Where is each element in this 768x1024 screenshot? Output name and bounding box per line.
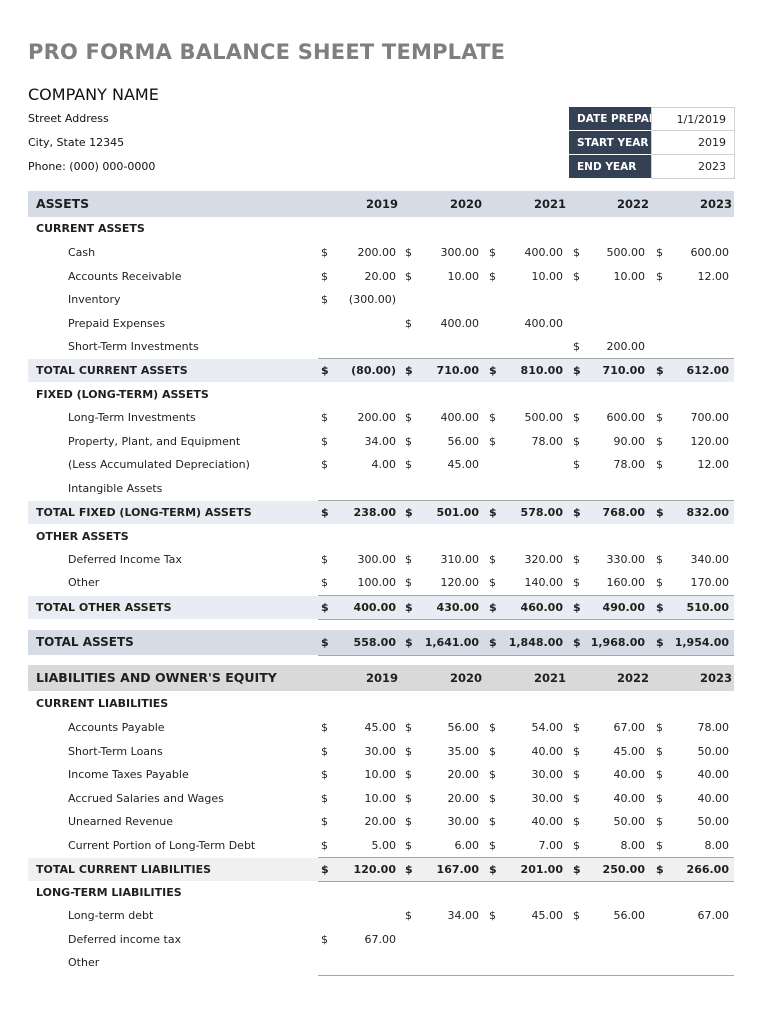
long-term-liability-row [28, 928, 734, 951]
currency-symbol: $ [573, 744, 580, 758]
currency-symbol: $ [573, 506, 581, 519]
long-term-liabilities-heading [28, 881, 734, 904]
current-liability-row [28, 763, 734, 786]
currency-symbol: $ [489, 791, 496, 805]
currency-symbol: $ [321, 863, 329, 876]
other-assets-heading [28, 525, 734, 548]
amount-cell-2019[interactable]: 34.00 [364, 434, 396, 448]
amount-cell-2020[interactable]: 10.00 [447, 269, 479, 283]
report-info-box [569, 107, 735, 179]
currency-symbol: $ [656, 601, 664, 614]
currency-symbol: $ [573, 768, 580, 782]
long-term-liabilities-heading-label: LONG-TERM LIABILITIES [36, 886, 182, 899]
amount-cell-2019[interactable]: 200.00 [357, 246, 396, 259]
currency-symbol: $ [656, 411, 663, 424]
amount-cell-2022[interactable]: 50.00 [613, 815, 645, 829]
amount-cell-2022[interactable]: 8.00 [620, 839, 645, 852]
total-cell-2022: 710.00 [602, 364, 645, 377]
currency-symbol: $ [321, 768, 328, 782]
amount-cell-2021[interactable]: 10.00 [531, 269, 563, 283]
year-header-2023: 2023 [699, 671, 732, 685]
page-title: PRO FORMA BALANCE SHEET TEMPLATE [28, 40, 506, 64]
amount-cell-2021[interactable]: 140.00 [524, 576, 563, 589]
amount-cell-2019[interactable]: 300.00 [357, 553, 396, 566]
date-prepared-value[interactable]: 1/1/2019 [651, 107, 735, 131]
total-cell-2020: 710.00 [436, 364, 479, 377]
amount-cell-2023[interactable]: 340.00 [690, 553, 729, 566]
currency-symbol: $ [405, 744, 412, 758]
line-item-label: Accrued Salaries and Wages [68, 791, 224, 805]
currency-symbol: $ [321, 601, 329, 614]
amount-cell-2023[interactable]: 40.00 [697, 768, 729, 782]
amount-cell-2020[interactable]: 45.00 [447, 458, 479, 471]
currency-symbol: $ [405, 863, 413, 876]
amount-cell-2020[interactable]: 35.00 [447, 744, 479, 758]
total-cell-2021: 201.00 [520, 863, 563, 876]
line-item-label: Cash [68, 246, 96, 259]
other-asset-row [28, 571, 734, 594]
total-cell-2019: (80.00) [351, 364, 396, 377]
year-header-2021: 2021 [533, 197, 566, 211]
amount-cell-2021[interactable]: 320.00 [524, 553, 563, 566]
liabilities-header-label: LIABILITIES AND OWNER'S EQUITY [36, 670, 277, 685]
currency-symbol: $ [321, 246, 328, 259]
total-cell-2023: 510.00 [686, 601, 729, 614]
currency-symbol: $ [573, 553, 580, 566]
end-year-value[interactable]: 2023 [651, 155, 735, 179]
amount-cell-2022[interactable]: 160.00 [606, 576, 645, 589]
total-cell-2022: 250.00 [602, 863, 645, 876]
currency-symbol: $ [321, 576, 328, 589]
currency-symbol: $ [321, 269, 328, 283]
currency-symbol: $ [489, 909, 496, 922]
amount-cell-2021[interactable]: 54.00 [531, 721, 563, 734]
amount-cell-2019[interactable]: 30.00 [364, 744, 396, 758]
amount-cell-2019[interactable]: 45.00 [364, 721, 396, 734]
amount-cell-2019[interactable]: (300.00) [348, 293, 396, 307]
amount-cell-2022[interactable]: 67.00 [613, 721, 645, 734]
current-asset-row [28, 312, 734, 335]
currency-symbol: $ [656, 246, 663, 259]
start-year-label: START YEAR [569, 131, 651, 155]
amount-cell-2021[interactable]: 30.00 [531, 768, 563, 782]
line-item-label: Property, Plant, and Equipment [68, 434, 241, 448]
total-cell-2023: 832.00 [686, 506, 729, 519]
amount-cell-2023[interactable]: 120.00 [690, 434, 729, 448]
currency-symbol: $ [573, 458, 580, 471]
line-item-label: Short-Term Loans [68, 744, 163, 758]
currency-symbol: $ [405, 458, 412, 471]
line-item-label: Accounts Receivable [68, 269, 182, 283]
currency-symbol: $ [656, 839, 663, 852]
amount-cell-2023[interactable]: 8.00 [704, 839, 729, 852]
currency-symbol: $ [405, 269, 412, 283]
total-other-assets [28, 596, 734, 619]
current-asset-row [28, 265, 734, 288]
amount-cell-2020[interactable]: 56.00 [447, 434, 479, 448]
fixed-assets-heading [28, 383, 734, 406]
line-item-label: Intangible Assets [68, 481, 163, 495]
currency-symbol: $ [489, 553, 496, 566]
total-cell-2019: 120.00 [353, 863, 396, 876]
year-header-2022: 2022 [616, 671, 649, 685]
currency-symbol: $ [573, 839, 580, 852]
current-liability-row [28, 810, 734, 833]
long-term-liability-row [28, 904, 734, 927]
start-year-row [569, 131, 735, 155]
line-item-label: Deferred Income Tax [68, 553, 182, 566]
line-item-label: Prepaid Expenses [68, 316, 166, 330]
currency-symbol: $ [656, 744, 663, 758]
amount-cell-2022[interactable]: 330.00 [606, 553, 645, 566]
year-header-2020: 2020 [449, 671, 482, 685]
currency-symbol: $ [489, 269, 496, 283]
other-assets-heading-label: OTHER ASSETS [36, 530, 129, 543]
amount-cell-2023[interactable]: 170.00 [690, 576, 729, 589]
currency-symbol: $ [656, 458, 663, 471]
amount-cell-2019[interactable]: 100.00 [357, 576, 396, 589]
total-cell-2023: 1,954.00 [674, 636, 729, 649]
amount-cell-2022[interactable]: 600.00 [606, 411, 645, 424]
amount-cell-2021[interactable]: 40.00 [531, 815, 563, 829]
currency-symbol: $ [405, 553, 412, 566]
currency-symbol: $ [489, 364, 497, 377]
phone-number: Phone: (000) 000-0000 [28, 160, 156, 173]
amount-cell-2023[interactable]: 12.00 [697, 269, 729, 283]
amount-cell-2021[interactable]: 400.00 [524, 316, 563, 330]
line-item-label: Current Portion of Long-Term Debt [68, 839, 256, 852]
currency-symbol: $ [573, 576, 580, 589]
currency-symbol: $ [573, 269, 580, 283]
total-cell-2022: 1,968.00 [590, 636, 645, 649]
amount-cell-2023[interactable]: 67.00 [697, 909, 729, 922]
currency-symbol: $ [573, 721, 580, 734]
currency-symbol: $ [321, 434, 328, 448]
currency-symbol: $ [405, 839, 412, 852]
amount-cell-2020[interactable]: 310.00 [440, 553, 479, 566]
total-cell-2019: 558.00 [353, 636, 396, 649]
currency-symbol: $ [573, 909, 580, 922]
amount-cell-2022[interactable]: 90.00 [613, 434, 645, 448]
amount-cell-2020[interactable]: 300.00 [440, 246, 479, 259]
currency-symbol: $ [321, 636, 329, 649]
currency-symbol: $ [405, 411, 412, 424]
line-item-label: Unearned Revenue [68, 815, 173, 829]
divider-line [318, 655, 734, 656]
date-prepared-label: DATE PREPARED [569, 107, 651, 131]
line-item-label: Income Taxes Payable [68, 768, 189, 782]
currency-symbol: $ [656, 553, 663, 566]
amount-cell-2022[interactable]: 200.00 [606, 340, 645, 354]
total-current-assets [28, 359, 734, 382]
amount-cell-2021[interactable]: 45.00 [531, 909, 563, 922]
amount-cell-2021[interactable]: 7.00 [538, 839, 563, 852]
currency-symbol: $ [656, 364, 664, 377]
currency-symbol: $ [405, 636, 413, 649]
currency-symbol: $ [405, 721, 412, 734]
currency-symbol: $ [573, 863, 581, 876]
amount-cell-2022[interactable]: 40.00 [613, 791, 645, 805]
amount-cell-2020[interactable]: 120.00 [440, 576, 479, 589]
current-assets-heading-label: CURRENT ASSETS [36, 222, 145, 235]
currency-symbol: $ [656, 721, 663, 734]
line-item-label: Other [68, 576, 100, 589]
end-year-row [569, 155, 735, 179]
amount-cell-2020[interactable]: 20.00 [447, 768, 479, 782]
amount-cell-2023[interactable]: 50.00 [697, 744, 729, 758]
total-assets-label: TOTAL ASSETS [36, 635, 134, 649]
other-asset-row [28, 548, 734, 571]
amount-cell-2023[interactable]: 78.00 [697, 721, 729, 734]
currency-symbol: $ [321, 364, 329, 377]
amount-cell-2021[interactable]: 78.00 [531, 434, 563, 448]
currency-symbol: $ [573, 791, 580, 805]
line-item-label: Long-term debt [68, 909, 154, 922]
current-asset-row [28, 335, 734, 358]
currency-symbol: $ [321, 721, 328, 734]
year-header-2022: 2022 [616, 197, 649, 211]
currency-symbol: $ [489, 721, 496, 734]
currency-symbol: $ [321, 553, 328, 566]
total-cell-2021: 1,848.00 [508, 636, 563, 649]
currency-symbol: $ [489, 434, 496, 448]
liabilities-header [28, 665, 734, 691]
total-cell-2020: 430.00 [436, 601, 479, 614]
currency-symbol: $ [489, 768, 496, 782]
currency-symbol: $ [405, 768, 412, 782]
current-liability-row [28, 787, 734, 810]
currency-symbol: $ [489, 839, 496, 852]
fixed-asset-row [28, 477, 734, 500]
currency-symbol: $ [573, 246, 580, 259]
total-cell-2020: 1,641.00 [424, 636, 479, 649]
total-current-liabilities [28, 858, 734, 881]
total-fixed-assets [28, 501, 734, 524]
year-header-2019: 2019 [365, 671, 398, 685]
total-cell-2021: 578.00 [520, 506, 563, 519]
total-current-liabilities-label: TOTAL CURRENT LIABILITIES [36, 863, 212, 876]
amount-cell-2020[interactable]: 34.00 [447, 909, 479, 922]
currency-symbol: $ [656, 791, 663, 805]
assets-header [28, 191, 734, 217]
amount-cell-2022[interactable]: 40.00 [613, 768, 645, 782]
total-cell-2019: 400.00 [353, 601, 396, 614]
currency-symbol: $ [656, 506, 664, 519]
currency-symbol: $ [321, 458, 328, 471]
amount-cell-2020[interactable]: 20.00 [447, 791, 479, 805]
current-liability-row [28, 740, 734, 763]
total-cell-2020: 167.00 [436, 863, 479, 876]
currency-symbol: $ [405, 601, 413, 614]
currency-symbol: $ [405, 434, 412, 448]
year-header-2020: 2020 [449, 197, 482, 211]
amount-cell-2019[interactable]: 200.00 [357, 411, 396, 424]
currency-symbol: $ [489, 246, 496, 259]
currency-symbol: $ [405, 909, 412, 922]
currency-symbol: $ [573, 340, 580, 354]
amount-cell-2022[interactable]: 10.00 [613, 269, 645, 283]
amount-cell-2023[interactable]: 600.00 [690, 246, 729, 259]
amount-cell-2020[interactable]: 6.00 [454, 839, 479, 852]
year-header-2019: 2019 [365, 197, 398, 211]
total-cell-2023: 612.00 [686, 364, 729, 377]
total-cell-2021: 460.00 [520, 601, 563, 614]
line-item-label: Inventory [68, 293, 121, 307]
currency-symbol: $ [321, 839, 328, 852]
currency-symbol: $ [573, 601, 581, 614]
total-cell-2023: 266.00 [686, 863, 729, 876]
currency-symbol: $ [321, 506, 329, 519]
city-state: City, State 12345 [28, 136, 125, 149]
company-name: COMPANY NAME [28, 85, 159, 104]
line-item-label: Accounts Payable [68, 721, 165, 734]
currency-symbol: $ [573, 364, 581, 377]
divider-line [318, 975, 734, 976]
amount-cell-2021[interactable]: 500.00 [524, 411, 563, 424]
total-assets [28, 630, 734, 655]
amount-cell-2023[interactable]: 12.00 [697, 458, 729, 471]
currency-symbol: $ [573, 411, 580, 424]
amount-cell-2021[interactable]: 30.00 [531, 791, 563, 805]
total-cell-2022: 490.00 [602, 601, 645, 614]
year-header-2023: 2023 [699, 197, 732, 211]
amount-cell-2019[interactable]: 4.00 [371, 458, 396, 471]
amount-cell-2019[interactable]: 20.00 [364, 269, 396, 283]
current-liabilities-heading-label: CURRENT LIABILITIES [36, 697, 169, 710]
currency-symbol: $ [489, 636, 497, 649]
total-cell-2020: 501.00 [436, 506, 479, 519]
year-header-2021: 2021 [533, 671, 566, 685]
currency-symbol: $ [656, 636, 664, 649]
currency-symbol: $ [321, 815, 328, 829]
currency-symbol: $ [321, 293, 328, 307]
currency-symbol: $ [405, 576, 412, 589]
end-year-label: END YEAR [569, 155, 651, 179]
currency-symbol: $ [656, 269, 663, 283]
currency-symbol: $ [656, 434, 663, 448]
currency-symbol: $ [489, 601, 497, 614]
amount-cell-2023[interactable]: 40.00 [697, 791, 729, 805]
fixed-asset-row [28, 430, 734, 453]
currency-symbol: $ [573, 636, 581, 649]
total-fixed-assets-label: TOTAL FIXED (LONG-TERM) ASSETS [36, 506, 252, 519]
currency-symbol: $ [321, 932, 328, 946]
currency-symbol: $ [405, 316, 412, 330]
amount-cell-2022[interactable]: 78.00 [613, 458, 645, 471]
currency-symbol: $ [405, 364, 413, 377]
amount-cell-2020[interactable]: 56.00 [447, 721, 479, 734]
currency-symbol: $ [656, 576, 663, 589]
currency-symbol: $ [321, 791, 328, 805]
currency-symbol: $ [405, 815, 412, 829]
total-other-assets-label: TOTAL OTHER ASSETS [36, 601, 172, 614]
line-item-label: Other [68, 956, 100, 970]
currency-symbol: $ [489, 411, 496, 424]
date-prepared-row [569, 107, 735, 131]
amount-cell-2022[interactable]: 500.00 [606, 246, 645, 259]
currency-symbol: $ [405, 506, 413, 519]
line-item-label: Deferred income tax [68, 932, 182, 946]
amount-cell-2019[interactable]: 10.00 [364, 791, 396, 805]
total-cell-2021: 810.00 [520, 364, 563, 377]
total-cell-2022: 768.00 [602, 506, 645, 519]
currency-symbol: $ [573, 815, 580, 829]
currency-symbol: $ [489, 576, 496, 589]
fixed-asset-row [28, 406, 734, 429]
line-item-label: Short-Term Investments [68, 340, 199, 354]
fixed-assets-heading-label: FIXED (LONG-TERM) ASSETS [36, 388, 209, 401]
amount-cell-2021[interactable]: 40.00 [531, 744, 563, 758]
amount-cell-2023[interactable]: 700.00 [690, 411, 729, 424]
amount-cell-2019[interactable]: 67.00 [364, 932, 396, 946]
current-assets-heading [28, 217, 734, 240]
assets-header-label: ASSETS [36, 196, 90, 211]
current-liability-row [28, 834, 734, 857]
currency-symbol: $ [489, 815, 496, 829]
total-cell-2019: 238.00 [353, 506, 396, 519]
line-item-label: Long-Term Investments [68, 411, 196, 424]
currency-symbol: $ [489, 744, 496, 758]
currency-symbol: $ [321, 411, 328, 424]
street-address: Street Address [28, 112, 109, 125]
fixed-asset-row [28, 453, 734, 476]
amount-cell-2019[interactable]: 5.00 [371, 839, 396, 852]
long-term-liability-row [28, 951, 734, 974]
currency-symbol: $ [656, 863, 664, 876]
total-current-assets-label: TOTAL CURRENT ASSETS [36, 364, 188, 377]
currency-symbol: $ [573, 434, 580, 448]
line-item-label: (Less Accumulated Depreciation) [68, 458, 250, 471]
current-liability-row [28, 716, 734, 739]
amount-cell-2020[interactable]: 30.00 [447, 815, 479, 829]
current-asset-row [28, 288, 734, 311]
currency-symbol: $ [405, 246, 412, 259]
start-year-value[interactable]: 2019 [651, 131, 735, 155]
amount-cell-2019[interactable]: 10.00 [364, 768, 396, 782]
amount-cell-2022[interactable]: 56.00 [613, 909, 645, 922]
currency-symbol: $ [656, 768, 663, 782]
amount-cell-2021[interactable]: 400.00 [524, 246, 563, 259]
current-liabilities-heading [28, 692, 734, 715]
currency-symbol: $ [489, 863, 497, 876]
currency-symbol: $ [656, 815, 663, 829]
currency-symbol: $ [405, 791, 412, 805]
amount-cell-2023[interactable]: 50.00 [697, 815, 729, 829]
amount-cell-2019[interactable]: 20.00 [364, 815, 396, 829]
divider-line [318, 619, 734, 620]
currency-symbol: $ [321, 744, 328, 758]
amount-cell-2022[interactable]: 45.00 [613, 744, 645, 758]
amount-cell-2020[interactable]: 400.00 [440, 316, 479, 330]
current-asset-row [28, 241, 734, 264]
amount-cell-2020[interactable]: 400.00 [440, 411, 479, 424]
currency-symbol: $ [489, 506, 497, 519]
